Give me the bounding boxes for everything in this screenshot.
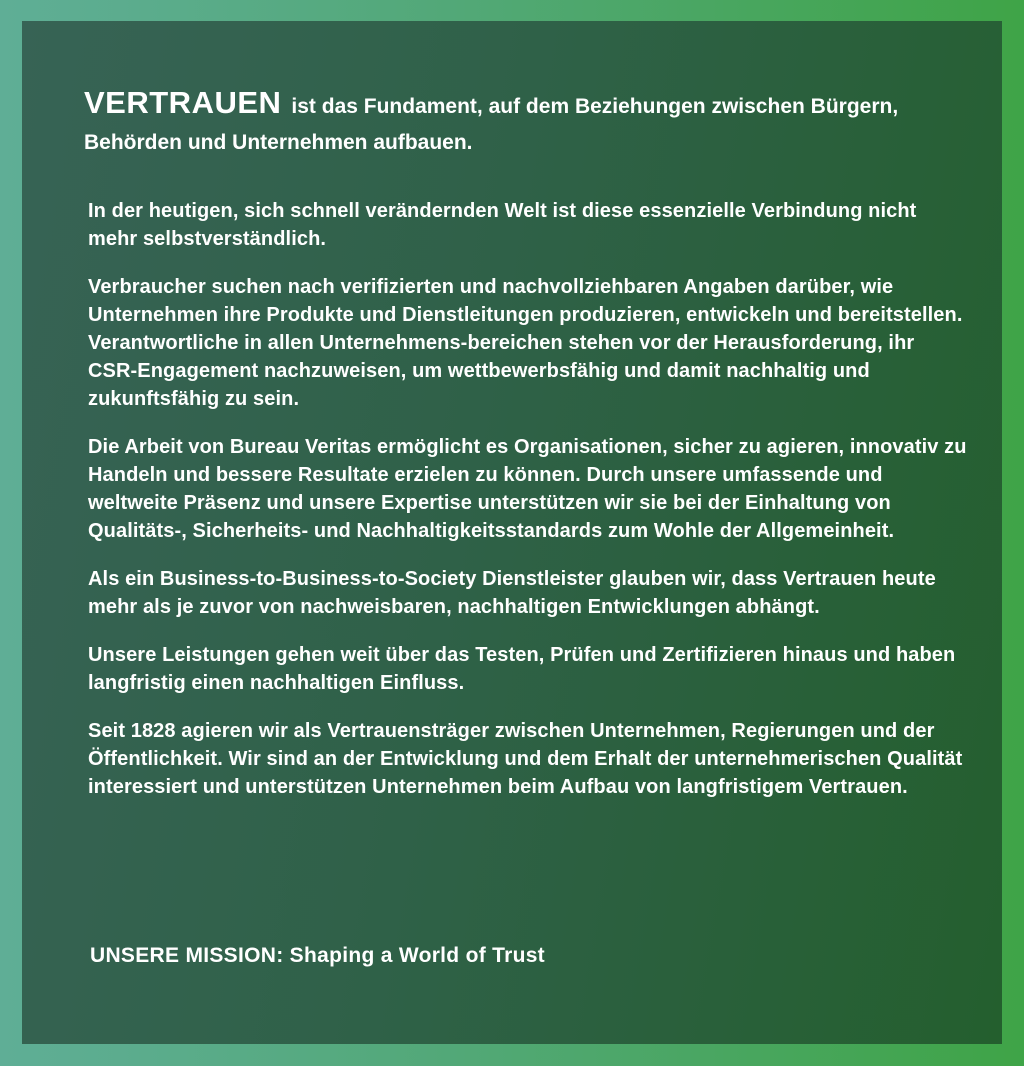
headline-keyword: VERTRAUEN: [84, 85, 282, 120]
body-text: [88, 197, 968, 821]
paragraph: Verbraucher suchen nach verifizierten und nachvollziehbaren Angaben darüber, wie Unternehmen ihre Produkte und Dienstleitungen produzieren, entwickeln und bereitstellen. Verantwortliche in allen Unternehmens-bereichen stehen vor der Herausforderung, ihr CSR-Engagement nachzuweisen, um wettbewerbsfähig und damit nachhaltig und zukunftsfähig zu sein.: [88, 276, 963, 410]
mission-statement: UNSERE MISSION: Shaping a World of Trust: [90, 944, 545, 967]
paragraph: Die Arbeit von Bureau Veritas ermöglicht es Organisationen, sicher zu agieren, innovativ zu Handeln und bessere Resultate erzielen zu können. Durch unsere umfassende und weltweite Präsenz und unsere Expertise unterstützen wir sie bei der Einhaltung von Qualitäts-, Sicherheits- und Nachhaltigkeitsstandards zum Wohle der Allgemeinheit.: [88, 436, 967, 542]
paragraph: Unsere Leistungen gehen weit über das Testen, Prüfen und Zertifizieren hinaus und haben langfristig einen nachhaltigen Einfluss.: [88, 644, 956, 694]
headline: [84, 85, 964, 161]
content-panel: [22, 21, 1002, 1044]
paragraph: Seit 1828 agieren wir als Vertrauensträger zwischen Unternehmen, Regierungen und der Öffentlichkeit. Wir sind an der Entwicklung und dem Erhalt der unternehmerischen Qualität interessiert und unterstützen Unternehmen beim Aufbau von langfristigem Vertrauen.: [88, 720, 963, 798]
headline-text: ist das Fundament, auf dem Beziehungen zwischen Bürgern, Behörden und Unternehmen aufbauen.: [84, 95, 899, 154]
paragraph: Als ein Business-to-Business-to-Society Dienstleister glauben wir, dass Vertrauen heute mehr als je zuvor von nachweisbaren, nachhaltigen Entwicklungen abhängt.: [88, 568, 936, 618]
paragraph: In der heutigen, sich schnell verändernden Welt ist diese essenzielle Verbindung nicht mehr selbstverständlich.: [88, 200, 917, 250]
